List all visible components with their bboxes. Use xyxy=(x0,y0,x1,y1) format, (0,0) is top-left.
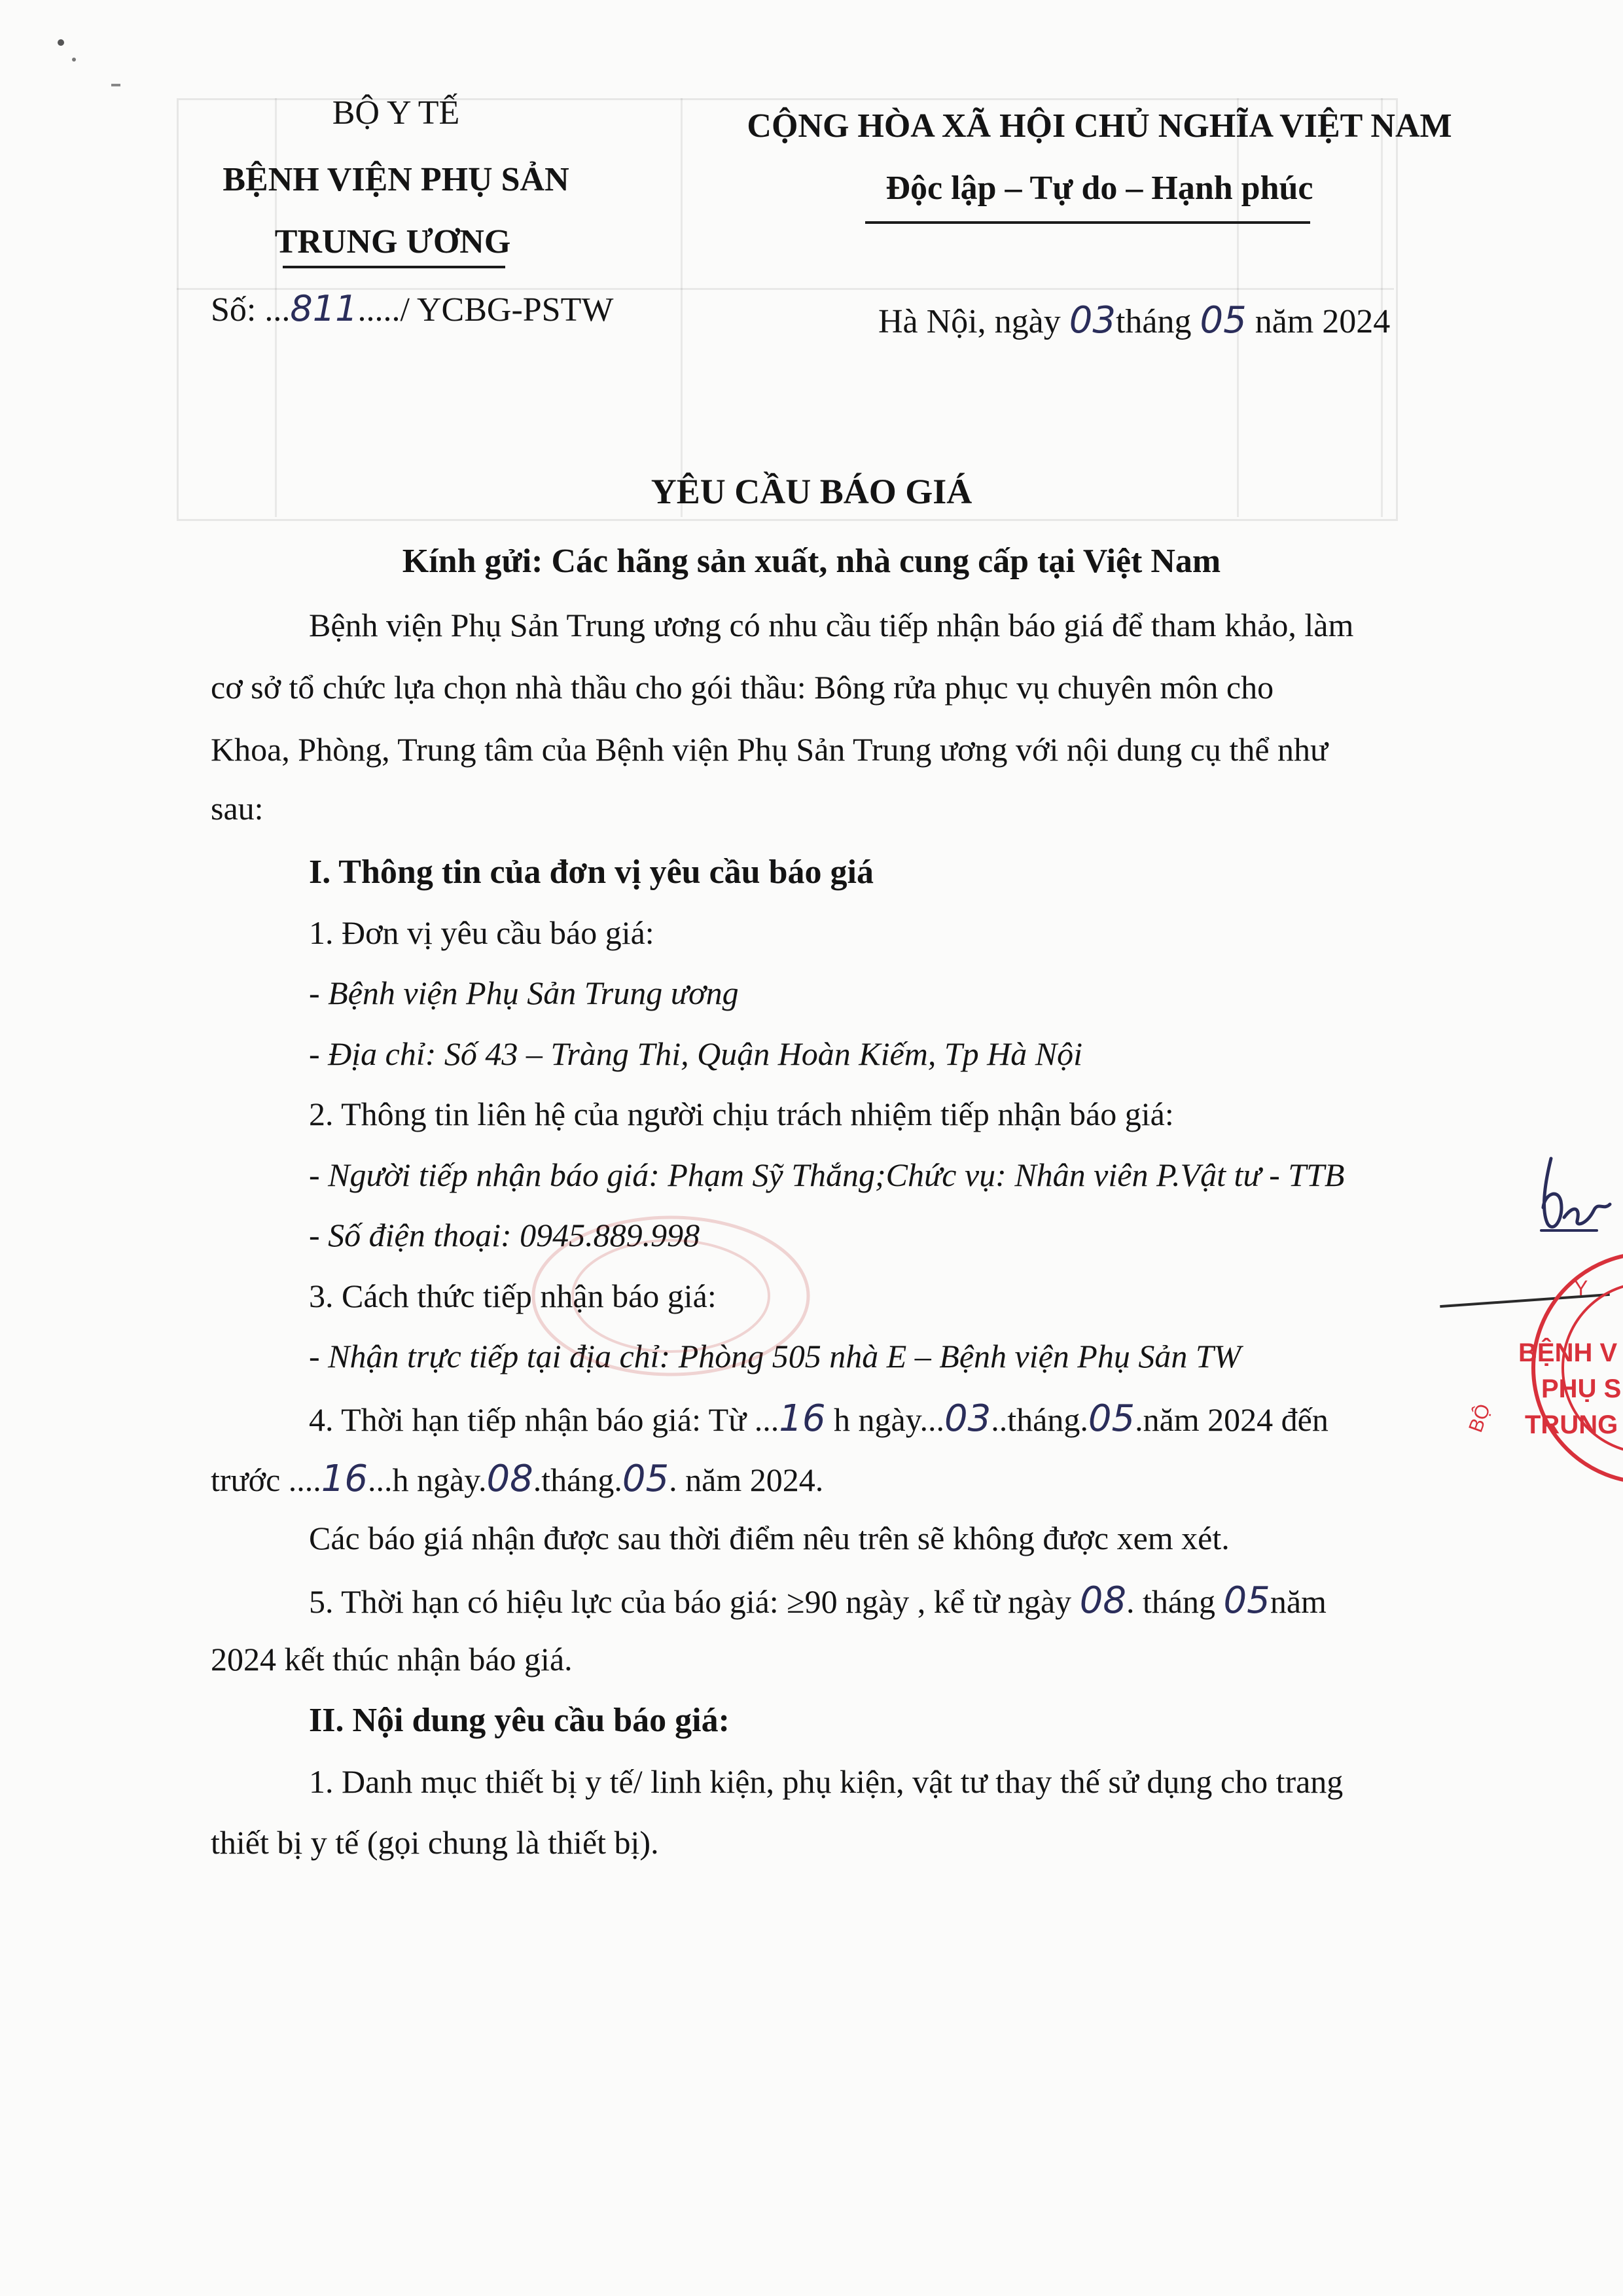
late-quotes-note: Các báo giá nhận được sau thời điểm nêu trên sẽ không được xem xét. xyxy=(309,1520,1230,1556)
handwritten-month: 05 xyxy=(1088,1397,1135,1440)
contact-phone: - Số điện thoại: 0945.889.998 xyxy=(309,1217,700,1253)
motto-underline xyxy=(865,221,1310,224)
republic-title: CỘNG HÒA XÃ HỘI CHỦ NGHĨA VIỆT NAM xyxy=(747,107,1452,145)
section-2-item-1-line-1: 1. Danh mục thiết bị y tế/ linh kiện, phụ kiện, vật tư thay thế sử dụng cho trang xyxy=(309,1763,1344,1800)
intro-line-4: sau: xyxy=(211,790,264,827)
handwritten-day: 03 xyxy=(1069,299,1116,342)
section-2-heading: II. Nội dung yêu cầu báo giá: xyxy=(309,1702,730,1739)
document-number xyxy=(211,288,614,329)
deadline-text: .tháng. xyxy=(533,1462,622,1498)
handwritten-month: 05 xyxy=(1200,299,1247,342)
contact-person: - Người tiếp nhận báo giá: Phạm Sỹ Thắng;Chức vụ: Nhân viên P.Vật tư - TTB xyxy=(309,1157,1345,1193)
issue-date xyxy=(878,299,1391,342)
recipient-line: Kính gửi: Các hãng sản xuất, nhà cung cấp tại Việt Nam xyxy=(402,543,1221,580)
section-1-item-5-line-2: 2024 kết thúc nhận báo giá. xyxy=(211,1641,573,1677)
national-motto: Độc lập – Tự do – Hạnh phúc xyxy=(885,170,1313,207)
initials-signature xyxy=(1525,1139,1616,1244)
section-1-item-1: 1. Đơn vị yêu cầu báo giá: xyxy=(309,914,654,951)
intro-line-3: Khoa, Phòng, Trung tâm của Bệnh viện Phụ Sản Trung ương với nội dung cụ thể như xyxy=(211,731,1329,768)
receiving-method: - Nhận trực tiếp tại địa chỉ: Phòng 505 nhà E – Bệnh viện Phụ Sản TW xyxy=(309,1338,1241,1374)
handwritten-month: 05 xyxy=(1223,1579,1270,1622)
deadline-text: h ngày... xyxy=(825,1401,944,1438)
seal-text-line3: TRUNG xyxy=(1525,1410,1618,1439)
seal-text-top: Y xyxy=(1574,1276,1588,1300)
deadline-text: .năm 2024 đến xyxy=(1135,1401,1329,1438)
section-1-heading: I. Thông tin của đơn vị yêu cầu báo giá xyxy=(309,853,874,891)
date-year: năm 2024 xyxy=(1255,303,1391,340)
hospital-name-line1: BỆNH VIỆN PHỤ SẢN xyxy=(223,161,569,198)
section-1-item-2: 2. Thông tin liên hệ của người chịu trách nhiệm tiếp nhận báo giá: xyxy=(309,1096,1174,1132)
seal-text-line1: BỆNH V xyxy=(1518,1338,1618,1367)
ministry-name: BỘ Y TẾ xyxy=(332,94,460,132)
document-title: YÊU CẦU BÁO GIÁ xyxy=(651,472,972,511)
handwritten-number: 811 xyxy=(290,288,358,329)
seal-text-side: BỘ xyxy=(1465,1401,1495,1435)
scan-speck xyxy=(72,58,76,62)
deadline-text: ..tháng. xyxy=(991,1401,1088,1438)
section-1-item-3: 3. Cách thức tiếp nhận báo giá: xyxy=(309,1278,717,1314)
section-1-item-4-line-2 xyxy=(211,1458,824,1500)
handwritten-day: 03 xyxy=(944,1397,991,1440)
handwritten-day: 08 xyxy=(1079,1579,1126,1622)
validity-text: năm xyxy=(1270,1583,1327,1620)
intro-line-2: cơ sở tổ chức lựa chọn nhà thầu cho gói thầu: Bông rửa phục vụ chuyên môn cho xyxy=(211,669,1274,706)
validity-text: . tháng xyxy=(1126,1583,1224,1620)
date-month-label: tháng xyxy=(1115,303,1192,340)
handwritten-month: 05 xyxy=(622,1458,669,1500)
requesting-unit-address: - Địa chỉ: Số 43 – Tràng Thi, Quận Hoàn Kiếm, Tp Hà Nội xyxy=(309,1035,1083,1072)
number-prefix: Số: ... xyxy=(211,291,291,329)
intro-line-1: Bệnh viện Phụ Sản Trung ương có nhu cầu tiếp nhận báo giá để tham khảo, làm xyxy=(309,607,1354,643)
scan-speck xyxy=(58,39,64,46)
handwritten-hour: 16 xyxy=(321,1458,368,1500)
bleed-through-rule xyxy=(681,98,683,517)
section-1-item-5-line-1 xyxy=(309,1579,1327,1622)
validity-text: 5. Thời hạn có hiệu lực của báo giá: ≥90 ngày , kể từ ngày xyxy=(309,1583,1080,1620)
deadline-text: 4. Thời hạn tiếp nhận báo giá: Từ ... xyxy=(309,1401,779,1438)
date-prefix: Hà Nội, ngày xyxy=(878,303,1061,340)
deadline-text: trước .... xyxy=(211,1462,321,1498)
section-2-item-1-line-2: thiết bị y tế (gọi chung là thiết bị). xyxy=(211,1824,659,1861)
scan-speck xyxy=(111,84,120,86)
requesting-unit: - Bệnh viện Phụ Sản Trung ương xyxy=(309,975,739,1011)
hospital-underline xyxy=(283,266,505,268)
handwritten-day: 08 xyxy=(486,1458,533,1500)
deadline-text: ...h ngày. xyxy=(368,1462,487,1498)
seal-text-line2: PHỤ S xyxy=(1541,1374,1622,1403)
number-suffix: ...../ YCBG-PSTW xyxy=(357,291,614,329)
deadline-text: . năm 2024. xyxy=(669,1462,824,1498)
bleed-through-rule xyxy=(177,288,1394,290)
bleed-through-seal xyxy=(524,1211,818,1381)
hospital-name-line2: TRUNG ƯƠNG xyxy=(274,223,511,260)
section-1-item-4-line-1 xyxy=(309,1397,1329,1440)
handwritten-hour: 16 xyxy=(779,1397,826,1440)
